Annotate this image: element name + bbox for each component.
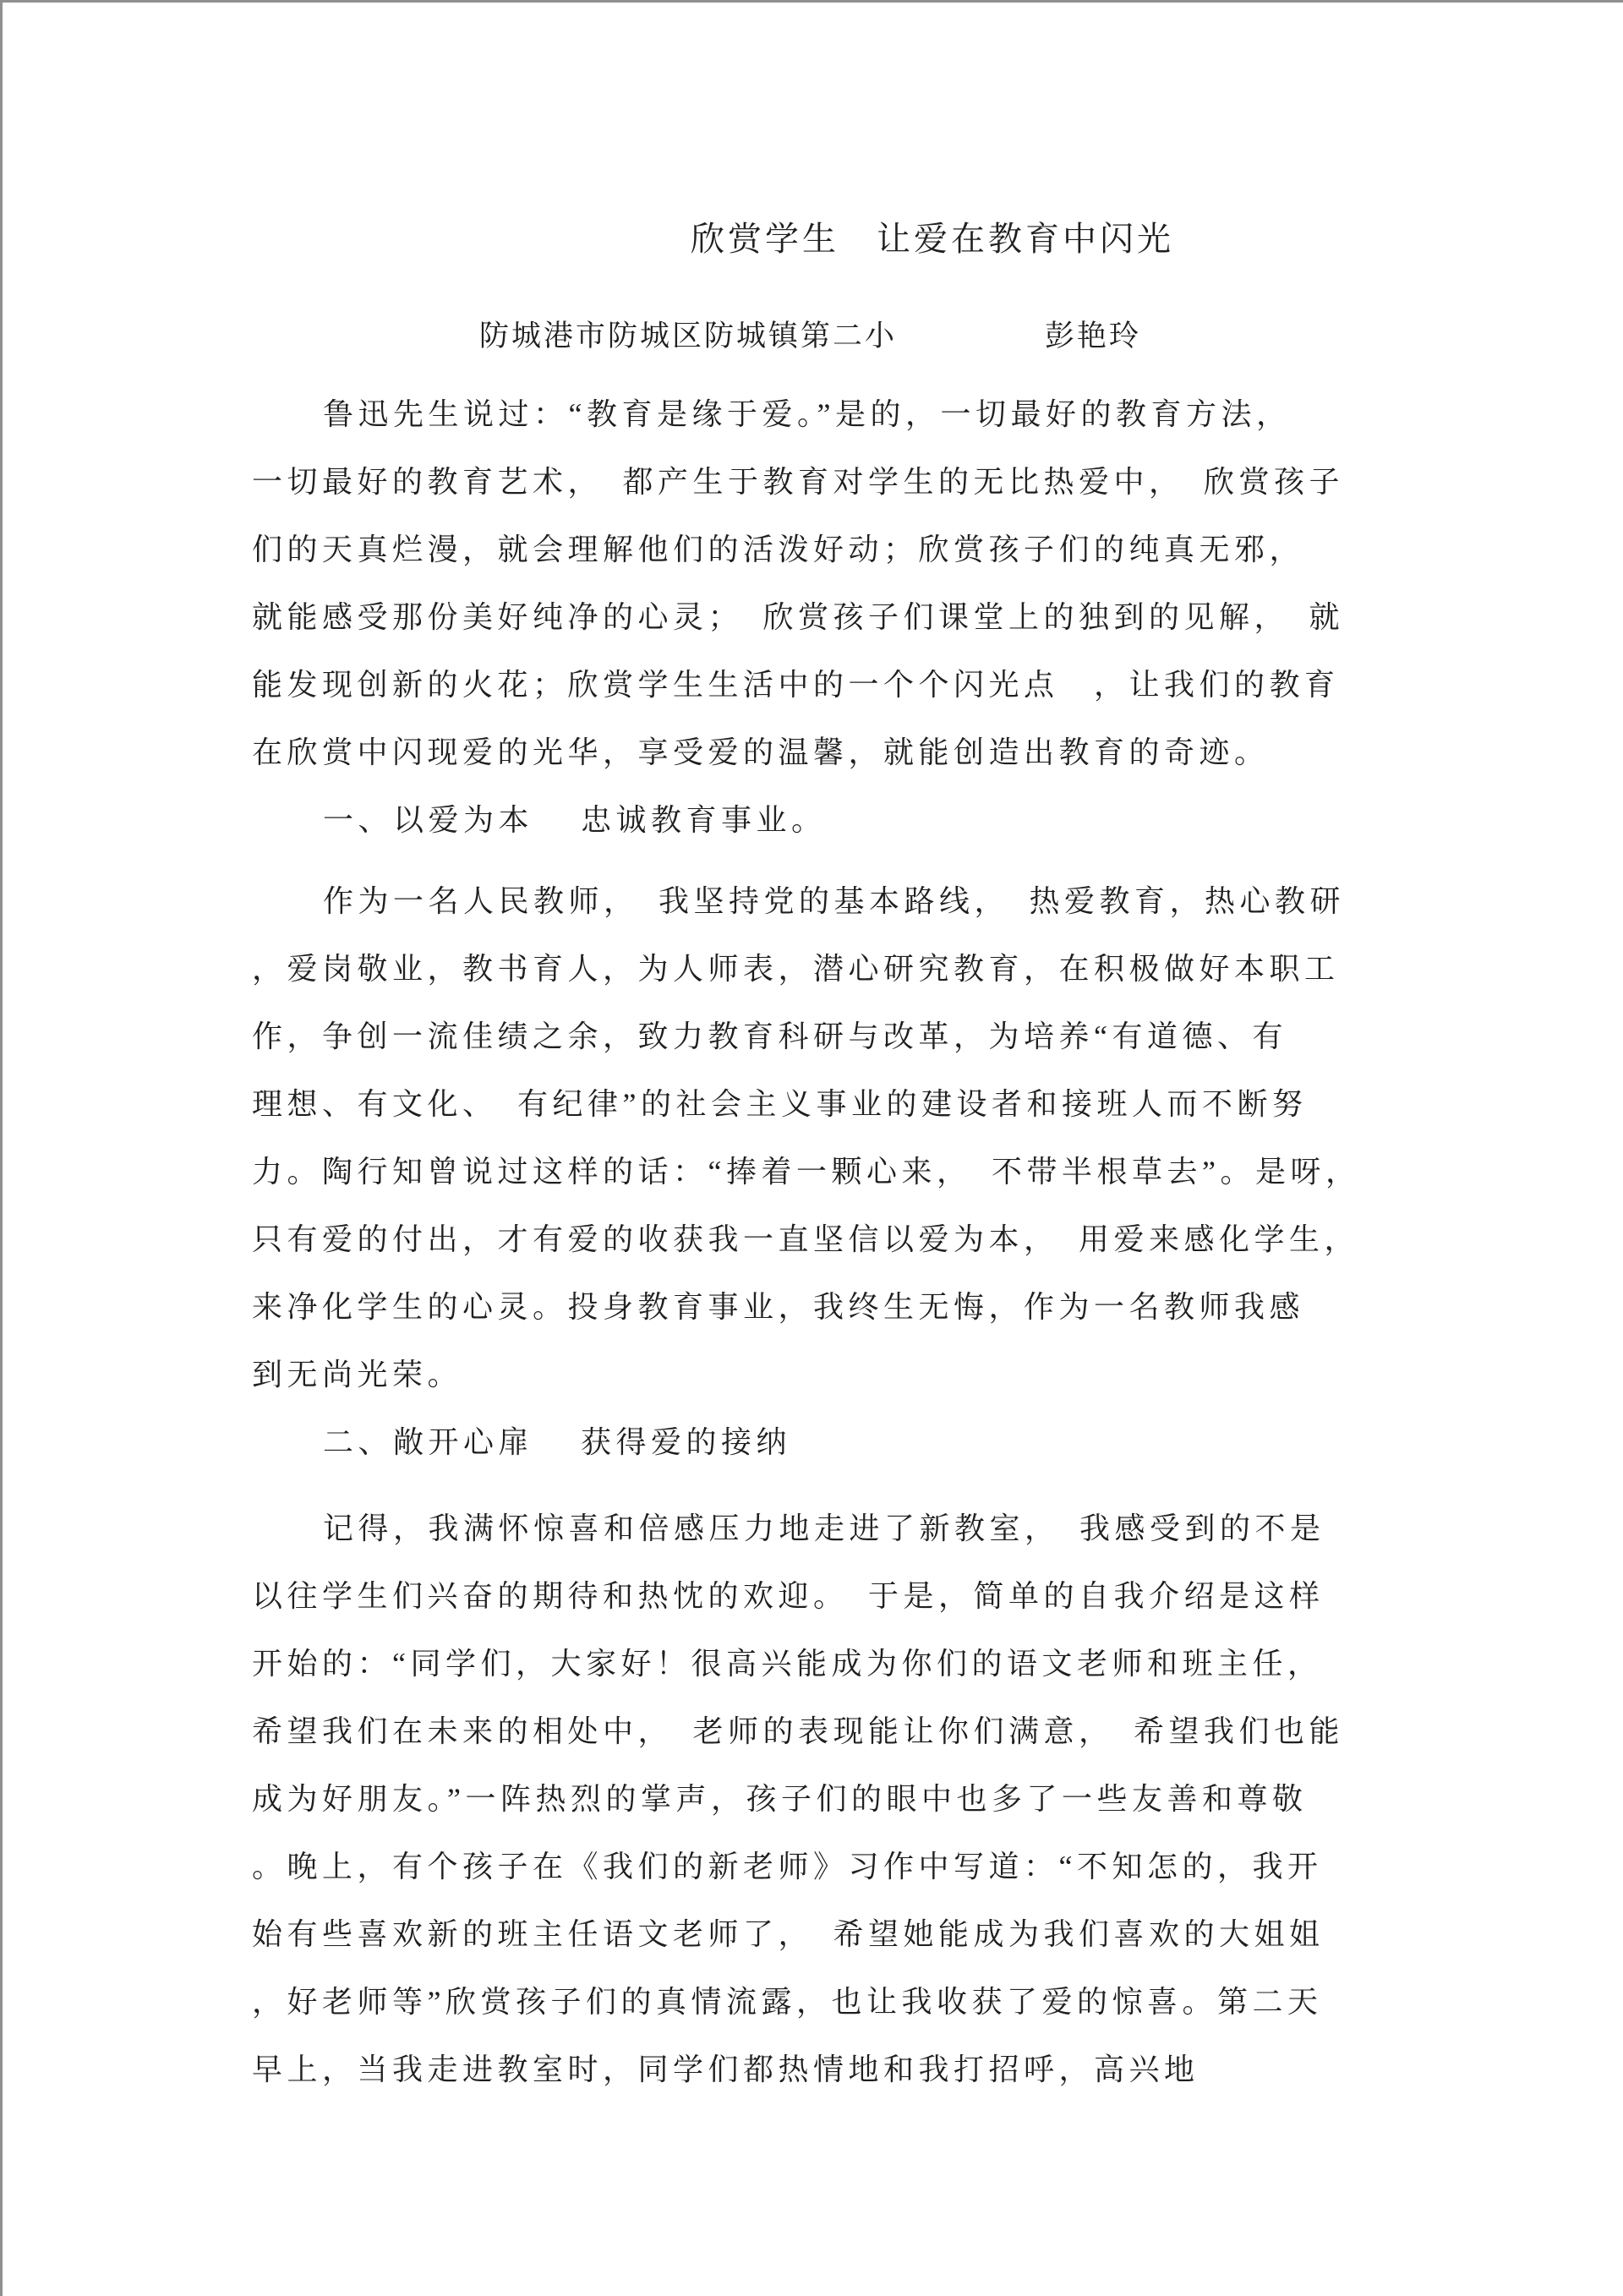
section-heading-1: 一、以爱为本 忠诚教育事业。 bbox=[323, 803, 827, 837]
body-line: 。晚上，有个孩子在《我们的新老师》习作中写道：“不知怎的，我开 bbox=[252, 1850, 1323, 1883]
byline-school: 防城港市防城区防城镇第二小 bbox=[479, 320, 898, 353]
byline-author: 彭艳玲 bbox=[1045, 320, 1142, 353]
document-content bbox=[252, 205, 1410, 2103]
body-line: 以往学生们兴奋的期待和热忱的欢迎。 于是，简单的自我介绍是这样 bbox=[252, 1579, 1325, 1613]
body-line: 能发现创新的火花；欣赏学生生活中的一个个闪光点 ，让我们的教育 bbox=[252, 668, 1340, 702]
body-line: 在欣赏中闪现爱的光华，享受爱的温馨，就能创造出教育的奇迹。 bbox=[252, 735, 1270, 769]
body-line: 们的天真烂漫，就会理解他们的活泼好动；欣赏孩子们的纯真无邪， bbox=[252, 533, 1305, 566]
body-line: ，好老师等”欣赏孩子们的真情流露，也让我收获了爱的惊喜。第二天 bbox=[252, 1985, 1323, 2019]
body-line: 就能感受那份美好纯净的心灵； 欣赏孩子们课堂上的独到的见解， 就 bbox=[252, 600, 1345, 634]
body-line: 作，争创一流佳绩之余，致力教育科研与改革，为培养“有道德、有 bbox=[252, 1020, 1287, 1053]
body-line: 始有些喜欢新的班主任语文老师了， 希望她能成为我们喜欢的大姐姐 bbox=[252, 1917, 1325, 1951]
body-line: 开始的：“同学们，大家好！很高兴能成为你们的语文老师和班主任， bbox=[252, 1647, 1323, 1681]
paragraph-intro bbox=[252, 380, 1410, 786]
byline bbox=[252, 303, 1410, 370]
section-heading-2: 二、敞开心扉 获得爱的接纳 bbox=[323, 1425, 792, 1459]
body-line: 希望我们在未来的相处中， 老师的表现能让你们满意， 希望我们也能 bbox=[252, 1714, 1345, 1748]
paragraph-section-2 bbox=[252, 1495, 1410, 2103]
body-line: 记得，我满怀惊喜和倍感压力地走进了新教室， 我感受到的不是 bbox=[323, 1512, 1325, 1545]
body-line: 只有爱的付出，才有爱的收获我一直坚信以爱为本， 用爱来感化学生， bbox=[252, 1222, 1360, 1256]
body-line: 成为好朋友。”一阵热烈的掌声，孩子们的眼中也多了一些友善和尊敬 bbox=[252, 1782, 1308, 1816]
body-line: 早上，当我走进教室时，同学们都热情地和我打招呼，高兴地 bbox=[252, 2053, 1199, 2086]
body-line: 来净化学生的心灵。投身教育事业，我终生无悔，作为一名教师我感 bbox=[252, 1290, 1305, 1324]
body-line: 力。陶行知曾说过这样的话：“捧着一颗心来， 不带半根草去”。是呀， bbox=[252, 1155, 1361, 1189]
paragraph-section-1 bbox=[252, 867, 1410, 1408]
body-line: 到无尚光荣。 bbox=[252, 1358, 463, 1391]
body-line: 作为一名人民教师， 我坚持党的基本路线， 热爱教育，热心教研 bbox=[323, 884, 1346, 918]
body-line: 鲁迅先生说过：“教育是缘于爱。”是的，一切最好的教育方法， bbox=[323, 397, 1292, 431]
body-line: ，爱岗敬业，教书育人，为人师表，潜心研究教育，在积极做好本职工 bbox=[252, 952, 1340, 986]
body-line: 理想、有文化、 有纪律”的社会主义事业的建设者和接班人而不断努 bbox=[252, 1087, 1308, 1121]
document-title: 欣赏学生 让爱在教育中闪光 bbox=[691, 220, 1174, 258]
body-line: 一切最好的教育艺术， 都产生于教育对学生的无比热爱中， 欣赏孩子 bbox=[252, 465, 1345, 499]
